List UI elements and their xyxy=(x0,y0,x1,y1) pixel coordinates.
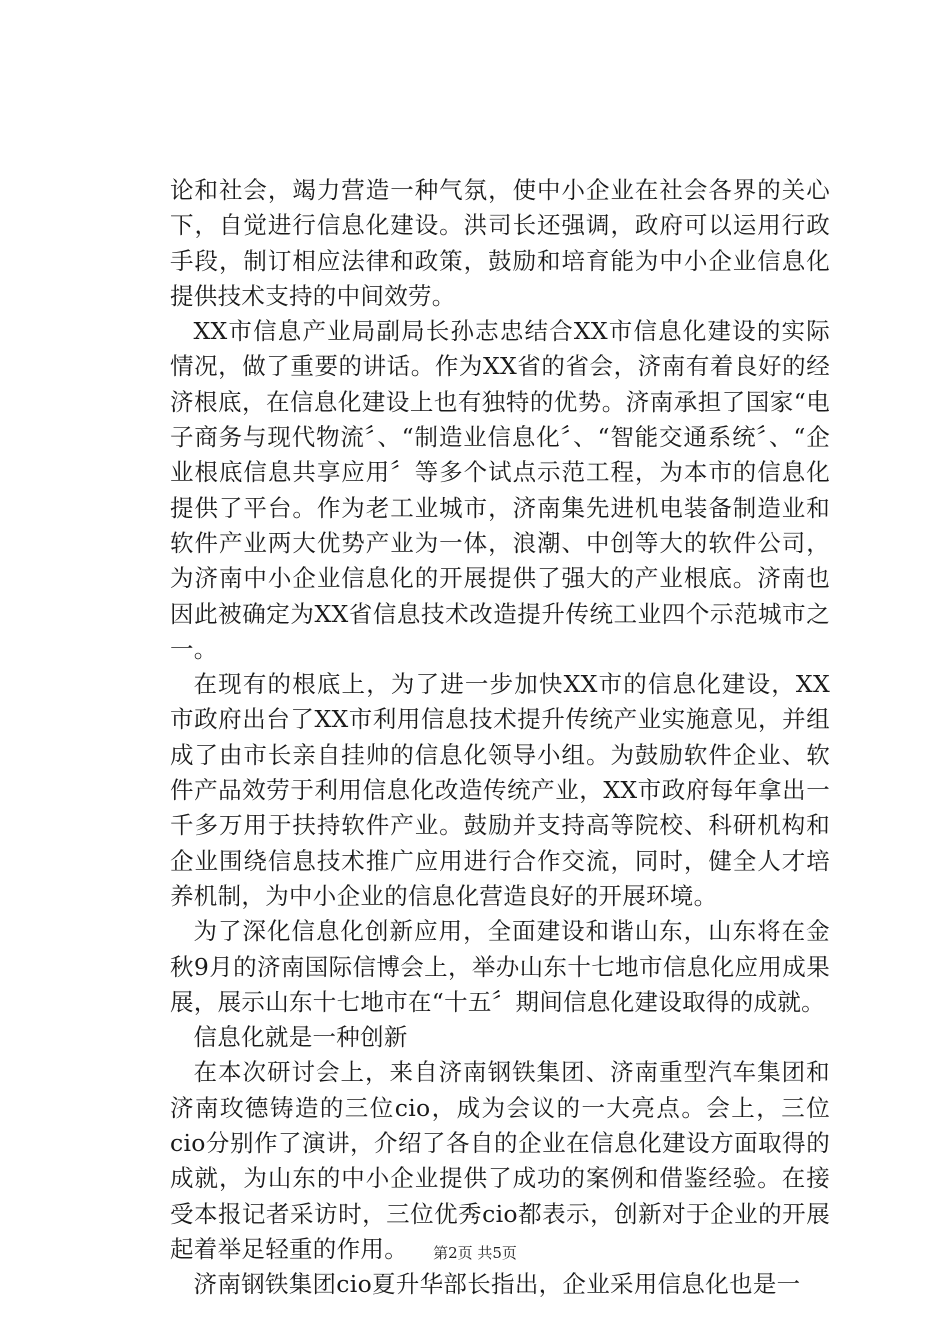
document-body xyxy=(170,173,830,1303)
paragraph-expo: 为了深化信息化创新应用，全面建设和谐山东，山东将在金秋9月的济南国际信博会上，举办山东十七地市信息化应用成果展，展示山东十七地市在“十五〞期间信息化建设取得的成就。 xyxy=(170,917,830,1016)
paragraph-continuation: 论和社会，竭力营造一种气氛，使中小企业在社会各界的关心下，自觉进行信息化建设。洪司长还强调，政府可以运用行政手段，制订相应法律和政策，鼓励和培育能为中小企业信息化提供技术支持的中间效劳。 xyxy=(170,176,830,310)
paragraph-cio-seminar: 在本次研讨会上，来自济南钢铁集团、济南重型汽车集团和济南玫德铸造的三位cio，成为会议的一大亮点。会上，三位cio分别作了演讲，介绍了各自的企业在信息化建设方面取得的成就，为山东的中小企业提供了成功的案例和借鉴经验。在接受本报记者采访时，三位优秀cio都表示，创新对于企业的开展起着举足轻重的作用。 xyxy=(170,1058,830,1263)
page-footer xyxy=(0,1243,950,1263)
paragraph-city-policy: 在现有的根底上，为了进一步加快XX市的信息化建设，XX市政府出台了XX市利用信息技术提升传统产业实施意见，并组成了由市长亲自挂帅的信息化领导小组。为鼓励软件企业、软件产品效劳于利用信息化改造传统产业，XX市政府每年拿出一千多万用于扶持软件产业。鼓励并支持高等院校、科研机构和企业围绕信息技术推广应用进行合作交流，同时，健全人才培养机制，为中小企业的信息化营造良好的开展环境。 xyxy=(170,670,830,910)
section-heading: 信息化就是一种创新 xyxy=(193,1023,408,1052)
page-number: 第2页 共5页 xyxy=(433,1244,517,1262)
paragraph-jigang-cio: 济南钢铁集团cio夏升华部长指出，企业采用信息化也是一 xyxy=(193,1270,801,1299)
paragraph-deputy-director-speech: XX市信息产业局副局长孙志忠结合XX市信息化建设的实际情况，做了重要的讲话。作为XX省的省会，济南有着良好的经济根底，在信息化建设上也有独特的优势。济南承担了国家“电子商务与现代物流〞、“制造业信息化〞、“智能交通系统〞、“企业根底信息共享应用〞等多个试点示范工程，为本市的信息化提供了平台。作为老工业城市，济南集先进机电装备制造业和软件产业两大优势产业为一体，浪潮、中创等大的软件公司，为济南中小企业信息化的开展提供了强大的产业根底。济南也因此被确定为XX省信息技术改造提升传统工业四个示范城市之一。 xyxy=(170,317,830,663)
